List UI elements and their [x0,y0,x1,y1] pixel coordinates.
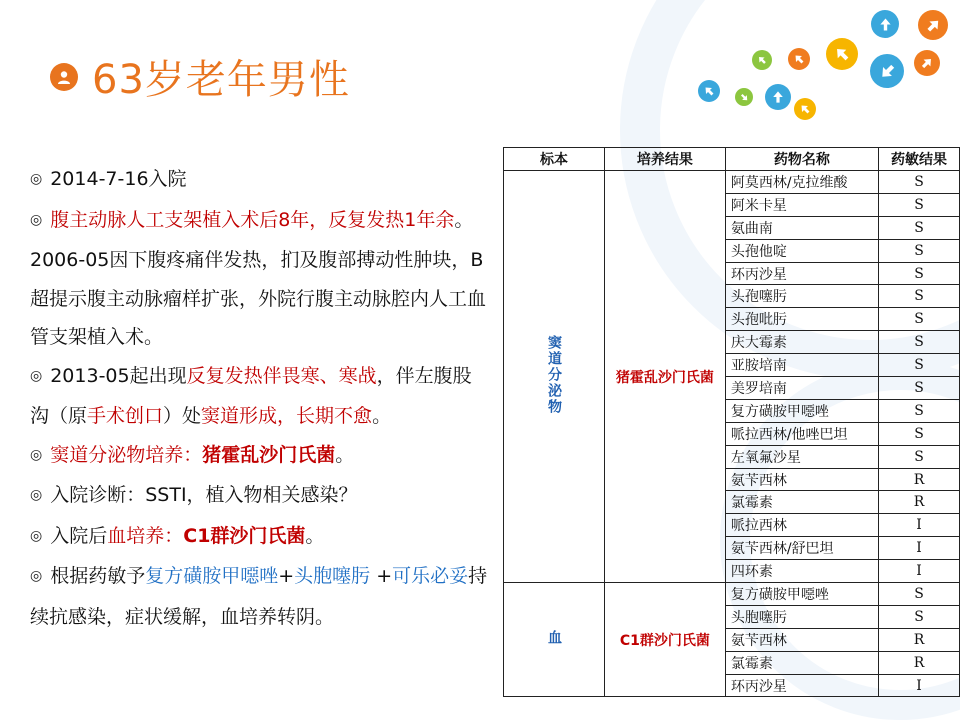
drug-name-cell: 亚胺培南 [725,354,878,377]
paragraph [30,476,490,517]
text-segment: 猪霍乱沙门氏菌 [202,443,336,466]
text-segment: 根据药敏予 [50,565,146,587]
arrow-icon [794,98,816,120]
paragraph [30,557,490,636]
susceptibility-cell: S [879,422,960,445]
drug-name-cell: 美罗培南 [725,377,878,400]
susceptibility-cell: S [879,445,960,468]
drug-name-cell: 庆大霉素 [725,331,878,354]
arrow-icon [788,48,810,70]
susceptibility-cell: S [879,239,960,262]
susceptibility-cell: S [879,193,960,216]
susceptibility-cell: R [879,628,960,651]
slide-title [50,48,350,105]
susceptibility-cell: I [879,514,960,537]
text-segment: 可乐必妥 [392,565,469,587]
arrow-icon [918,10,948,40]
drug-name-cell: 头孢吡肟 [725,308,878,331]
person-icon [50,63,78,91]
text-segment: 2014-7-16入院 [50,168,187,190]
arrow-icon [826,38,858,70]
drug-name-cell: 哌拉西林 [725,514,878,537]
table-row [504,583,960,606]
drug-name-cell: 哌拉西林/他唑巴坦 [725,422,878,445]
text-segment: + [278,565,295,587]
text-segment: 。 [372,405,392,427]
header-specimen: 标本 [504,148,605,171]
text-segment: 入院后 [50,524,108,547]
text-segment: ）处 [163,405,202,427]
susceptibility-cell: R [879,468,960,491]
text-segment: 入院诊断：SSTI，植入物相关感染？ [50,484,358,506]
organism-cell: C1群沙门氏菌 [605,583,726,697]
drug-name-cell: 复方磺胺甲噁唑 [725,583,878,606]
susceptibility-cell: I [879,560,960,583]
text-segment: + [370,565,393,587]
paragraph [30,517,490,558]
bullet-icon: ◎ [30,446,43,463]
text-segment: 。2006-05因下腹疼痛伴发热，扪及腹部搏动性肿块，B超提示腹主动脉瘤样扩张，外院行腹主动脉腔内人工血管支架植入术。 [30,208,487,348]
susceptibility-cell: S [879,285,960,308]
drug-name-cell: 四环素 [725,560,878,583]
paragraph [30,160,490,201]
text-segment: 反复发热伴畏寒、寒战 [186,364,377,387]
drug-name-cell: 氨苄西林 [725,468,878,491]
drug-name-cell: 阿莫西林/克拉维酸 [725,171,878,194]
drug-name-cell: 环丙沙星 [725,262,878,285]
susceptibility-cell: S [879,171,960,194]
text-segment: 。 [335,443,355,466]
specimen-cell [504,583,605,697]
drug-name-cell: 头胞噻肟 [725,605,878,628]
text-segment: 头胞噻肟 [294,565,371,587]
bullet-icon: ◎ [30,211,43,228]
susceptibility-cell: S [879,583,960,606]
susceptibility-cell: I [879,674,960,697]
susceptibility-cell: S [879,216,960,239]
drug-name-cell: 左氧氟沙星 [725,445,878,468]
arrow-icon [765,84,791,110]
specimen-cell [504,171,605,583]
susceptibility-table [503,147,960,697]
text-segment: 腹主动脉人工支架植入术后8年，反复发热1年余 [50,208,455,231]
drug-name-cell: 氯霉素 [725,651,878,674]
susceptibility-cell: S [879,354,960,377]
text-segment: 窦道分泌物培养： [50,443,203,466]
drug-name-cell: 头孢噻肟 [725,285,878,308]
text-segment: 复方磺胺甲噁唑 [145,565,279,587]
header-culture-result: 培养结果 [605,148,726,171]
text-segment: 血培养： [107,524,184,547]
susceptibility-cell: S [879,308,960,331]
table-row [504,171,960,194]
bullet-icon: ◎ [30,171,43,187]
text-segment: ，伴左腹股沟（原 [30,364,472,427]
title-text: 63岁老年男性 [92,57,350,103]
arrow-icon [735,88,753,106]
specimen-label: 窦道分泌物 [546,334,562,415]
susceptibility-cell: S [879,331,960,354]
arrow-icon [870,54,904,88]
drug-name-cell: 头孢他啶 [725,239,878,262]
arrow-icon [698,80,720,102]
drug-name-cell: 复方磺胺甲噁唑 [725,399,878,422]
header-susceptibility: 药敏结果 [879,148,960,171]
text-segment: 手术创口 [87,405,164,427]
susceptibility-cell: S [879,605,960,628]
paragraph [30,436,490,477]
bullet-icon: ◎ [30,568,43,584]
paragraph [30,357,490,436]
organism-cell: 猪霍乱沙门氏菌 [605,171,726,583]
arrow-icon [914,50,940,76]
drug-name-cell: 氨苄西林/舒巴坦 [725,537,878,560]
susceptibility-cell: S [879,262,960,285]
text-segment: 。 [305,524,325,547]
text-segment: 2013-05起出现 [50,364,187,387]
susceptibility-cell: R [879,491,960,514]
arrow-icon [871,10,899,38]
bullet-icon: ◎ [30,487,43,503]
case-description [30,160,490,636]
text-segment: 持续抗感染，症状缓解，血培养转阴。 [30,565,488,628]
text-segment: 窦道形成，长期不愈 [201,405,373,427]
header-drug-name: 药物名称 [725,148,878,171]
table-header-row [504,148,960,171]
bullet-icon: ◎ [30,527,43,544]
arrow-icon [752,50,772,70]
susceptibility-cell: R [879,651,960,674]
susceptibility-cell: I [879,537,960,560]
drug-name-cell: 氨曲南 [725,216,878,239]
paragraph [30,201,490,357]
text-segment: C1群沙门氏菌 [183,524,306,547]
drug-name-cell: 氯霉素 [725,491,878,514]
susceptibility-cell: S [879,399,960,422]
drug-name-cell: 阿米卡星 [725,193,878,216]
bullet-icon: ◎ [30,367,43,384]
specimen-label: 血 [546,629,562,646]
susceptibility-cell: S [879,377,960,400]
drug-name-cell: 环丙沙星 [725,674,878,697]
drug-name-cell: 氨苄西林 [725,628,878,651]
